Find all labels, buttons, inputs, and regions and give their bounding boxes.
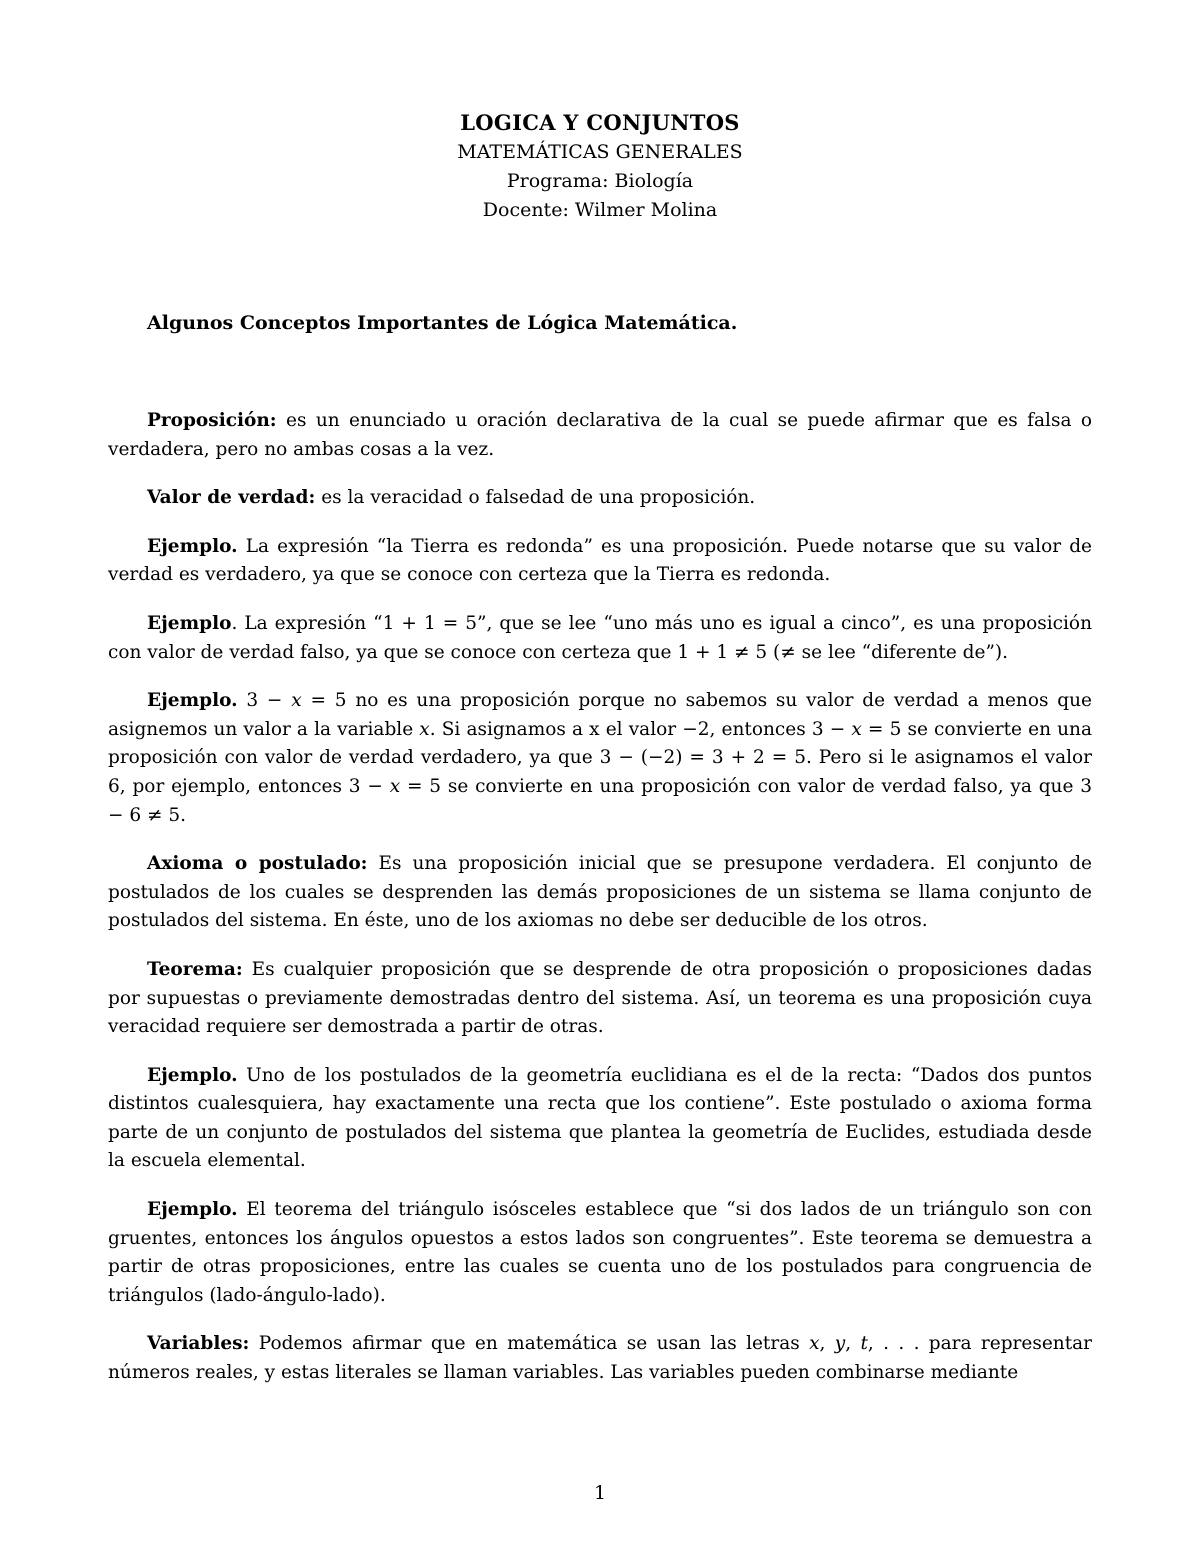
paragraph-variables bbox=[108, 1330, 1092, 1387]
paragraph-ejemplo-variable bbox=[108, 687, 1092, 830]
paragraph-term: Axioma o postulado: bbox=[147, 853, 368, 875]
paragraph-text: es la veracidad o falsedad de una proposición. bbox=[315, 487, 756, 509]
paragraph-text: Es cualquier proposición que se desprende de otra proposición o proposiciones dadas por supuestas o previamente demostradas dentro del sistema. Así, un teorema es una proposición cuya veracidad requiere ser demostrada a partir de otras. bbox=[108, 958, 1092, 1038]
paragraph-text: Es una proposición inicial que se presupone verdadera. El conjunto de postulados de los cuales se desprenden las demás proposiciones de un sistema se llama conjunto de postulados del sistema. En éste, uno de los axiomas no debe ser deducible de los otros. bbox=[108, 853, 1092, 932]
paragraph-valor-de-verdad bbox=[108, 484, 1092, 513]
program-line: Programa: Biología bbox=[506, 170, 694, 192]
paragraph-axioma bbox=[108, 850, 1092, 936]
teacher-line: Docente: Wilmer Molina bbox=[482, 199, 718, 221]
paragraph-term: Valor de verdad: bbox=[147, 487, 316, 509]
paragraph-proposicion bbox=[108, 407, 1092, 464]
document-header bbox=[108, 108, 1092, 225]
paragraph-term: Ejemplo. bbox=[147, 1199, 238, 1221]
section-title: Algunos Conceptos Importantes de Lógica Matemática. bbox=[147, 312, 738, 334]
paragraph-text: . La expresión “1 + 1 = 5”, que se lee “uno más uno es igual a cinco”, es una proposición con valor de verdad falso, ya que se conoce con certeza que 1 + 1 ≠ 5 (≠ se lee “diferente de”). bbox=[108, 612, 1092, 663]
paragraph-ejemplo-isosceles bbox=[108, 1196, 1092, 1310]
paragraph-term: Ejemplo. bbox=[147, 535, 238, 557]
paragraph-text: El teorema del triángulo isósceles establece que “si dos lados de un triángulo son con gruentes, entonces los ángulos opuestos a estos lados son congruentes”. Este teorema se demuestra a partir de otras proposiciones, entre las cuales se cuenta uno de los postulados para congruencia de triángulos (lado-ángulo-lado). bbox=[108, 1199, 1092, 1306]
document-title: LOGICA Y CONJUNTOS bbox=[460, 110, 740, 135]
paragraph-term: Teorema: bbox=[147, 958, 243, 980]
paragraph-ejemplo-tierra bbox=[108, 533, 1092, 590]
page-number: 1 bbox=[593, 1482, 607, 1504]
paragraph-text: La expresión “la Tierra es redonda” es una proposición. Puede notarse que su valor de verdad es verdadero, ya que se conoce con certeza que la Tierra es redonda. bbox=[108, 535, 1092, 586]
paragraph-term: Proposición: bbox=[147, 410, 277, 431]
paragraph-term: Ejemplo. bbox=[147, 690, 238, 712]
paragraph-text: Uno de los postulados de la geometría euclidiana es el de la recta: “Dados dos puntos distintos cualesquiera, hay exactamente una recta que los contiene”. Este postulado o axioma forma parte de un conjunto de postulados del sistema que plantea la geometría de Euclides, estudiada desde la escuela elemental. bbox=[108, 1064, 1092, 1172]
paragraph-text: 3 − 𝑥 = 5 no es una proposición porque no sabemos su valor de verdad a menos que asignemos un valor a la variable 𝑥. Si asignamos a x el valor −2, entonces 3 − 𝑥 = 5 se convierte en una proposición con valor de verdad verdadero, ya que 3 − (−2) = 3 + 2 = 5. Pero si le asignamos el valor 6, por ejemplo, entonces 3 − 𝑥 = 5 se convierte en una proposición con valor de verdad falso, ya que 3 − 6 ≠ 5. bbox=[108, 690, 1092, 826]
subject-line: MATEMÁTICAS GENERALES bbox=[457, 141, 743, 163]
paragraph-text: es un enunciado u oración declarativa de la cual se puede afirmar que es falsa o verdadera, pero no ambas cosas a la vez. bbox=[108, 410, 1092, 460]
paragraph-teorema bbox=[108, 956, 1092, 1042]
paragraph-term: Ejemplo bbox=[147, 612, 232, 634]
paragraph-ejemplo-recta bbox=[108, 1062, 1092, 1176]
paragraph-text: Podemos afirmar que en matemática se usan las letras 𝑥, 𝑦, 𝑡, . . . para representar números reales, y estas literales se llaman variables. Las variables pueden combinarse mediante bbox=[108, 1333, 1092, 1384]
paragraph-ejemplo-uno-mas-uno bbox=[108, 610, 1092, 667]
paragraph-term: Variables: bbox=[147, 1333, 250, 1355]
paragraph-term: Ejemplo. bbox=[147, 1064, 238, 1086]
document-page bbox=[108, 108, 1092, 1388]
